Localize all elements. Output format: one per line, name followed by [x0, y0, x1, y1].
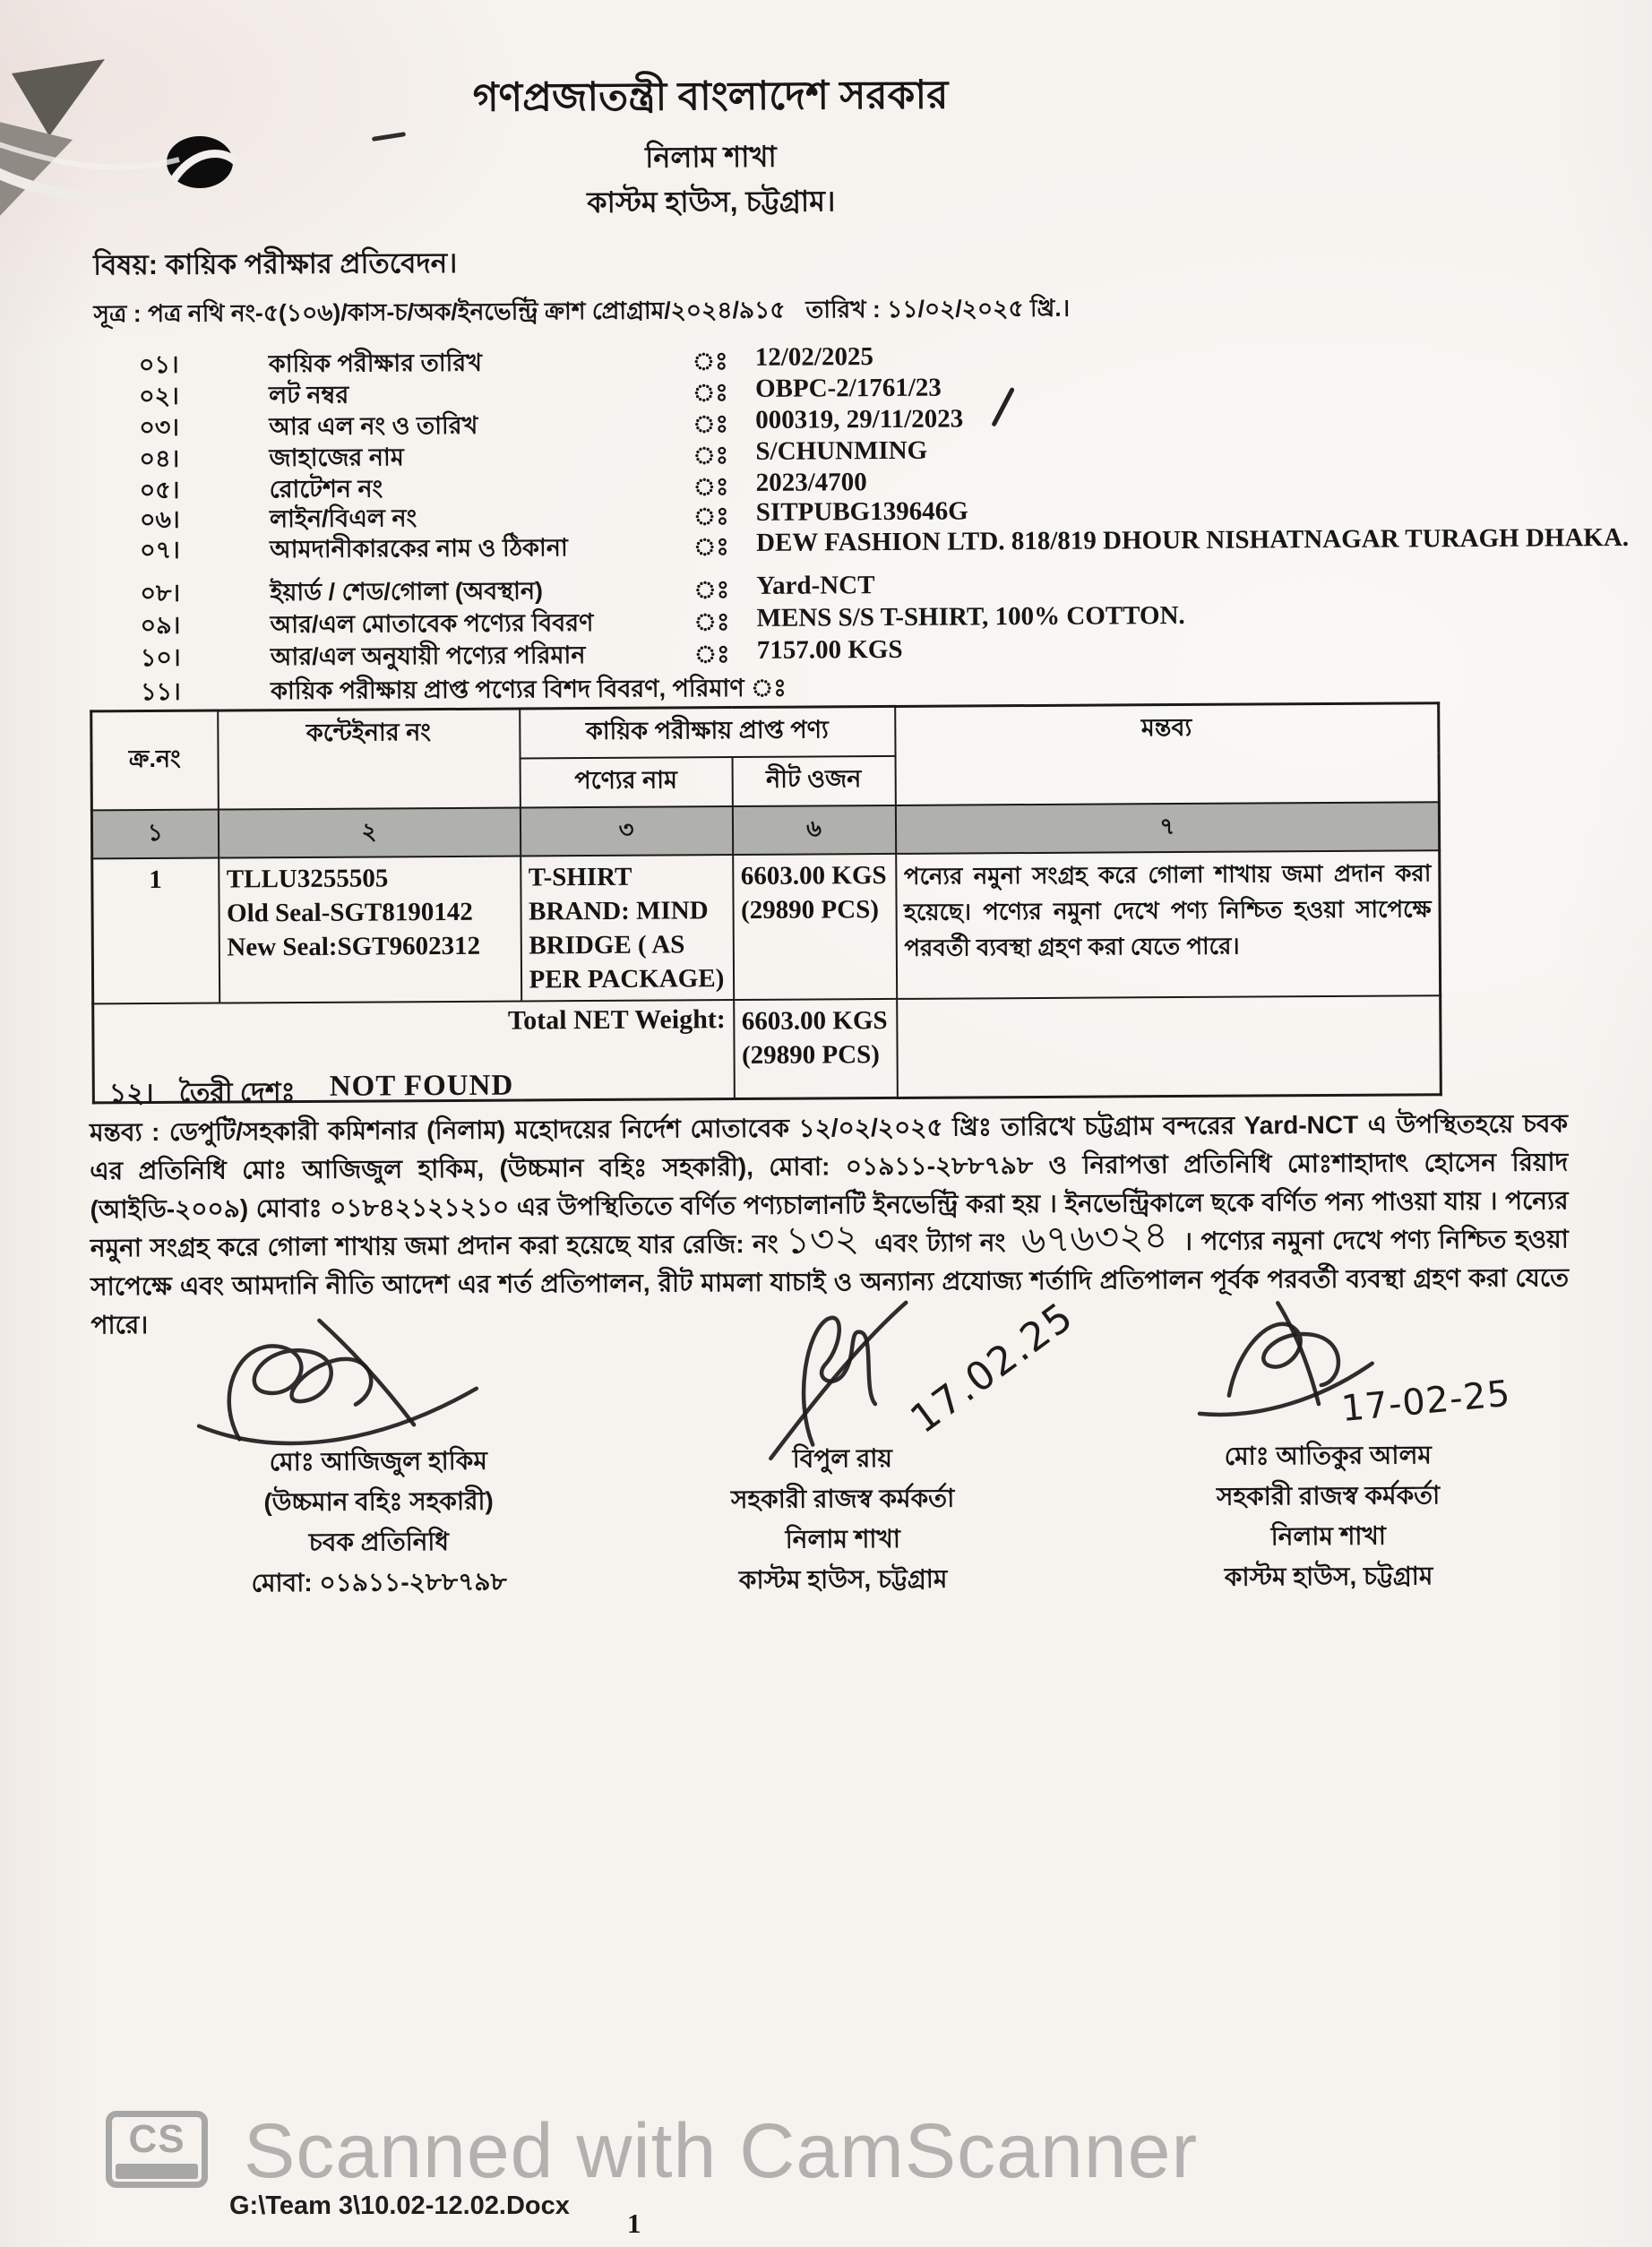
field-separator: ঃ — [693, 473, 729, 501]
field-value: OBPC-2/1761/23 — [754, 373, 942, 403]
page-number: 1 — [627, 2208, 641, 2239]
handwritten-date-right: 17-02-25 — [1339, 1373, 1513, 1431]
field-value: 12/02/2025 — [754, 342, 874, 372]
government-title: গণপ্রজাতন্ত্রী বাংলাদেশ সরকার — [472, 73, 949, 120]
document-file-path: G:\Team 3\10.02-12.02.Docx — [229, 2191, 570, 2220]
camscanner-logo-letters: CS — [128, 2117, 185, 2161]
col-header-container-number: কন্টেইনার নং — [218, 709, 521, 810]
column-number: ৬ — [732, 805, 895, 855]
field-no: ১২। — [108, 1079, 154, 1109]
field-value: S/CHUNMING — [755, 435, 928, 466]
cell-goods-name: T-SHIRT BRAND: MIND BRIDGE ( AS PER PACKAGE) — [521, 855, 734, 1001]
field-label: লট নম্বর — [268, 381, 349, 409]
field-value: NOT FOUND — [329, 1069, 514, 1103]
column-number: ৩ — [520, 806, 732, 856]
subject-line: বিষয়: কায়িক পরীক্ষার প্রতিবেদন। — [93, 246, 458, 281]
field-separator: ঃ — [693, 410, 729, 438]
remarks-text-1: মন্তব্য : ডেপুটি/সহকারী কমিশনার (নিলাম) মহোদয়ের নির্দেশ মোতাবেক ১২/০২/২০২৫ খ্রিঃ তারিখে চট্টগ্রাম বন্দরের Yard-NCT এ উপস্থিতহয়ে চবক এর প্রতিনিধি মোঃ আজিজুল হাকিম, (উচ্চমান বহিঃ সহকারী), মোবা: ০১৯১১-২৮৮৭৯৮ ও নিরাপত্তা প্রতিনিধি মোঃশাহাদাৎ হোসেন রিয়াদ (আইডি-২০০৯) মোবাঃ ০১৮৪২১২১২১০ এর উপস্থিতিতে বর্ণিত পণ্যচালানটি ইনভেন্ট্রি করা হয় । ইনভেন্ট্রিকালে ছকে বর্ণিত পন্য পাওয়া যায় । পন্যের নমুনা সংগ্রহ করে গোলা শাখায় জমা প্রদান করা হয়েছে যার রেজি: নং — [89, 1109, 1569, 1262]
field-label: রোটেশন নং — [269, 475, 383, 504]
field-no: ০৫। — [139, 476, 180, 504]
field-label: কায়িক পরীক্ষার তারিখ — [268, 349, 483, 378]
field-no: ০১। — [138, 350, 179, 379]
field-separator: ঃ — [693, 641, 730, 668]
signatory-branch: নিলাম শাখা — [785, 1524, 901, 1554]
total-remarks-empty-cell — [897, 995, 1441, 1098]
signatory-block-revenue-officer-2 — [1149, 1434, 1508, 1597]
field-separator: ঃ — [692, 379, 728, 407]
signatory-block-cpa-representative — [199, 1440, 558, 1603]
new-seal-number: New Seal:SGT9602312 — [227, 931, 481, 962]
field-separator: ঃ — [692, 348, 728, 375]
field-value: 2023/4700 — [755, 468, 867, 497]
field-label: কায়িক পরীক্ষায় প্রাপ্ত পণ্যের বিশদ বিবরণ, পরিমাণ ঃ — [270, 674, 787, 705]
table-row — [92, 850, 1441, 1003]
camscanner-watermark: Scanned with CamScanner — [244, 2108, 1199, 2194]
signatory-designation: সহকারী রাজস্ব কর্মকর্তা — [1216, 1481, 1441, 1511]
column-number-band — [91, 802, 1439, 858]
signatory-office: কাস্টম হাউস, চট্টগ্রাম — [1224, 1562, 1433, 1591]
field-value: Yard-NCT — [756, 571, 875, 600]
cell-remarks: পন্যের নমুনা সংগ্রহ করে গোলা শাখায় জমা প্রদান করা হয়েছে। পণ্যের নমুনা দেখে পণ্য নিশ্চিত হওয়া সাপেক্ষে পরবর্তী ব্যবস্থা গ্রহণ করা যেতে পারে। — [896, 850, 1441, 999]
column-number: ২ — [218, 808, 520, 858]
field-value: MENS S/S T-SHIRT, 100% COTTON. — [756, 600, 1185, 633]
column-number: ৭ — [895, 802, 1439, 854]
field-no: ১১। — [140, 677, 181, 706]
handwritten-date-middle: 17.02.25 — [902, 1293, 1083, 1443]
field-separator: ঃ — [693, 442, 729, 469]
reference-date: তারিখ : ১১/০২/২০২৫ খ্রি.। — [805, 294, 1071, 323]
field-value: DEW FASHION LTD. 818/819 DHOUR NISHATNAGAR TURAGH DHAKA. — [755, 522, 1630, 557]
field-label: আর/এল অনুযায়ী পণ্যের পরিমান — [270, 641, 586, 671]
field-separator: ঃ — [693, 503, 729, 530]
total-net-weight-value: 6603.00 KGS (29890 PCS) — [734, 999, 898, 1098]
signatory-branch: নিলাম শাখা — [1270, 1521, 1387, 1551]
field-label: আর/এল মোতাবেক পণ্যের বিবরণ — [270, 608, 594, 639]
field-no: ০৪। — [139, 444, 180, 473]
container-number: TLLU3255505 — [226, 864, 389, 894]
field-no: ১০। — [140, 643, 181, 672]
col-header-remarks: মন্তব্য — [895, 703, 1440, 805]
remarks-text-2: এবং ট্যাগ নং — [865, 1228, 1014, 1258]
cell-serial: 1 — [92, 858, 219, 1004]
field-value: 7157.00 KGS — [756, 634, 903, 665]
field-no: ০২। — [138, 382, 179, 410]
col-header-goods-name: পণ্যের নাম — [520, 757, 732, 807]
camscanner-logo-bar — [116, 2164, 198, 2179]
field-no: ০৮। — [140, 579, 181, 607]
reference-number: সূত্র : পত্র নথি নং-৫(১০৬)/কাস-চ/অক/ইনভেন্ট্রি ক্রাশ প্রোগ্রাম/২০২৪/৯১৫ — [93, 296, 786, 328]
field-label: জাহাজের নাম — [269, 443, 404, 472]
field-label: তৈরী দেশঃ — [178, 1078, 296, 1108]
signatory-role: চবক প্রতিনিধি — [308, 1528, 450, 1556]
field-separator: ঃ — [693, 576, 730, 604]
signatory-name: বিপুল রায় — [792, 1443, 893, 1473]
field-no: ০৬। — [139, 505, 180, 534]
field-separator: ঃ — [693, 533, 729, 561]
field-label: ইয়ার্ড / শেড/গোলা (অবস্থান) — [270, 577, 544, 607]
field-label: আমদানীকারকের নাম ও ঠিকানা — [270, 534, 568, 564]
signatory-office: কাস্টম হাউস, চট্টগ্রাম — [738, 1564, 948, 1595]
field-no: ০৯। — [140, 611, 181, 640]
field-separator: ঃ — [693, 608, 730, 636]
office-name: কাস্টম হাউস, চট্টগ্রাম। — [587, 185, 836, 220]
signatory-block-revenue-officer-1 — [663, 1437, 1022, 1600]
signatory-name: মোঃ আতিকুর আলম — [1224, 1441, 1433, 1470]
column-number: ১ — [91, 810, 218, 859]
signatory-designation: (উচ্চমান বহিঃ সহকারী) — [263, 1486, 494, 1517]
col-header-goods-found: কায়িক পরীক্ষায় প্রাপ্ত পণ্য — [520, 706, 895, 758]
camscanner-logo-icon — [106, 2111, 208, 2188]
field-no: ০৩। — [139, 413, 180, 442]
handwritten-tag-number: ৬৭৬৩২৪ — [1020, 1212, 1169, 1262]
field-no: ০৭। — [140, 536, 180, 564]
handwritten-register-number: ১৩২ — [784, 1215, 860, 1263]
examination-results-table — [90, 702, 1442, 1104]
cell-net-weight: 6603.00 KGS (29890 PCS) — [733, 854, 897, 1000]
field-value: 000319, 29/11/2023 — [755, 404, 964, 435]
field-label: আর এল নং ও তারিখ — [269, 411, 478, 441]
branch-name: নিলাম শাখা — [645, 140, 777, 174]
remarks-text-3: । পণ্যের নমুনা দেখে পণ্য নিশ্চিত হওয়া সাপেক্ষে এবং আমদানি নীতি আদেশ এর শর্ত প্রতিপালন, রীট মামলা যাচাই ও অন্যান্য প্রযোজ্য শর্তাদি প্রতিপালন পূর্বক পরবর্তী ব্যবস্থা গ্রহণ করা যেতে পারে। — [90, 1225, 1570, 1339]
signatory-designation: সহকারী রাজস্ব কর্মকর্তা — [730, 1484, 955, 1514]
field-label: লাইন/বিএল নং — [269, 504, 417, 533]
old-seal-number: Old Seal-SGT8190142 — [226, 897, 473, 928]
signatory-mobile: মোবা: ০১৯১১-২৮৮৭৯৮ — [251, 1567, 507, 1597]
col-header-serial: ক্র.নং — [91, 710, 219, 810]
field-value: SITPUBG139646G — [755, 496, 968, 527]
cell-container-seals — [219, 857, 521, 1003]
signatory-name: মোঃ আজিজুল হাকিম — [269, 1446, 487, 1476]
col-header-net-weight: নীট ওজন — [732, 756, 895, 806]
total-net-weight-label: Total NET Weight: — [93, 1000, 735, 1102]
